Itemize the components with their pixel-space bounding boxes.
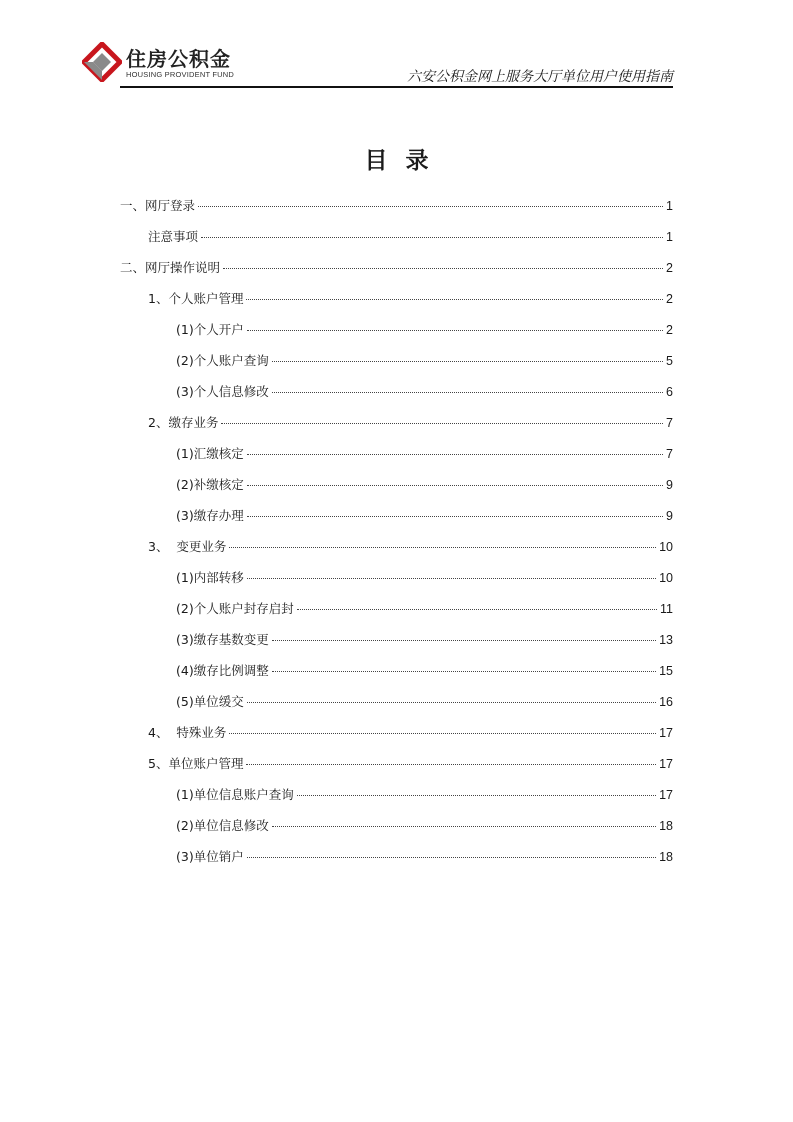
toc-entry-label: (2)单位信息修改 <box>176 818 269 833</box>
toc-leader-dots <box>247 856 656 858</box>
toc-entry-page: 2 <box>666 323 673 337</box>
toc-entry-label: (2)个人账户封存启封 <box>176 601 294 616</box>
toc-entry-label: (2)补缴核定 <box>176 477 244 492</box>
toc-entry[interactable] <box>120 258 673 278</box>
toc-leader-dots <box>247 329 663 331</box>
header-divider <box>120 86 673 88</box>
toc-entry-page: 17 <box>659 726 673 740</box>
toc-entry-page: 10 <box>659 540 673 554</box>
document-title: 六安公积金网上服务大厅单位用户使用指南 <box>407 69 673 85</box>
toc-entry[interactable] <box>148 754 673 774</box>
page-header <box>0 0 793 92</box>
toc-entry-page: 1 <box>666 199 673 213</box>
toc-entry-label: (4)缴存比例调整 <box>176 663 269 678</box>
toc-entry-page: 7 <box>666 416 673 430</box>
toc-entry[interactable] <box>148 227 673 247</box>
logo-chinese-text: 住房公积金 <box>126 47 231 71</box>
toc-entry-page: 2 <box>666 292 673 306</box>
toc-entry[interactable] <box>176 320 673 340</box>
toc-entry-page: 17 <box>659 757 673 771</box>
toc-entry-label: (3)单位销户 <box>176 849 244 864</box>
toc-entry[interactable] <box>176 630 673 650</box>
toc-entry-page: 18 <box>659 819 673 833</box>
toc-leader-dots <box>247 515 663 517</box>
toc-entry[interactable] <box>148 723 673 743</box>
toc-entry[interactable] <box>176 847 673 867</box>
toc-leader-dots <box>229 732 656 734</box>
toc-leader-dots <box>297 794 656 796</box>
toc-entry-label: (3)缴存基数变更 <box>176 632 269 647</box>
toc-entry-label: (3)缴存办理 <box>176 508 244 523</box>
toc-entry-label: 5、单位账户管理 <box>148 756 244 771</box>
toc-leader-dots <box>201 236 663 238</box>
toc-entry-label: (2)个人账户查询 <box>176 353 269 368</box>
toc-entry[interactable] <box>176 661 673 681</box>
toc-entry[interactable] <box>176 382 673 402</box>
toc-entry[interactable] <box>176 351 673 371</box>
toc-entry[interactable] <box>148 413 673 433</box>
logo-english-text: HOUSING PROVIDENT FUND <box>126 70 235 79</box>
toc-entry-page: 15 <box>659 664 673 678</box>
toc-leader-dots <box>229 546 656 548</box>
toc-entry-page: 11 <box>660 602 673 616</box>
toc-entry-label: (5)单位缓交 <box>176 694 244 709</box>
toc-entry-label: 注意事项 <box>148 229 199 244</box>
toc-entry[interactable] <box>176 692 673 712</box>
toc-entry-label: 2、缴存业务 <box>148 415 219 430</box>
toc-entry-page: 18 <box>659 850 673 864</box>
toc-entry-label: 1、个人账户管理 <box>148 291 244 306</box>
housing-fund-logo-icon <box>82 42 122 82</box>
toc-entry-page: 17 <box>659 788 673 802</box>
toc-entry-page: 16 <box>659 695 673 709</box>
toc-leader-dots <box>247 484 663 486</box>
toc-entry-label: 二、网厅操作说明 <box>120 260 221 275</box>
toc-entry[interactable] <box>176 816 673 836</box>
toc-entry-page: 5 <box>666 354 673 368</box>
toc-entry[interactable] <box>176 475 673 495</box>
toc-entry-page: 6 <box>666 385 673 399</box>
toc-entry-page: 9 <box>666 478 673 492</box>
toc-entry[interactable] <box>148 289 673 309</box>
toc-entry-label: (1)单位信息账户查询 <box>176 787 294 802</box>
toc-leader-dots <box>272 391 663 393</box>
toc-leader-dots <box>272 360 663 362</box>
toc-leader-dots <box>246 763 656 765</box>
toc-leader-dots <box>223 267 663 269</box>
toc-entry-label: 3、 变更业务 <box>148 539 227 554</box>
toc-entry-page: 1 <box>666 230 673 244</box>
toc-leader-dots <box>297 608 657 610</box>
toc-entry[interactable] <box>148 537 673 557</box>
toc-leader-dots <box>247 577 656 579</box>
toc-entry-label: (1)个人开户 <box>176 322 244 337</box>
toc-leader-dots <box>272 639 656 641</box>
toc-entry[interactable] <box>120 196 673 216</box>
toc-entry-label: (1)汇缴核定 <box>176 446 244 461</box>
toc-leader-dots <box>246 298 663 300</box>
toc-entry-label: (1)内部转移 <box>176 570 244 585</box>
toc-leader-dots <box>247 701 656 703</box>
toc-entry-label: 4、 特殊业务 <box>148 725 227 740</box>
toc-leader-dots <box>221 422 663 424</box>
toc-entry-page: 7 <box>666 447 673 461</box>
toc-heading: 目录 <box>364 148 447 174</box>
toc-entry[interactable] <box>176 599 673 619</box>
toc-entry-page: 13 <box>659 633 673 647</box>
toc-entry[interactable] <box>176 444 673 464</box>
toc-entry-label: 一、网厅登录 <box>120 198 196 213</box>
toc-leader-dots <box>272 825 656 827</box>
toc-leader-dots <box>247 453 663 455</box>
toc-entry[interactable] <box>176 568 673 588</box>
toc-leader-dots <box>272 670 656 672</box>
toc-entry-page: 10 <box>659 571 673 585</box>
toc-entry[interactable] <box>176 785 673 805</box>
toc-entry[interactable] <box>176 506 673 526</box>
toc-entry-page: 2 <box>666 261 673 275</box>
toc-entry-page: 9 <box>666 509 673 523</box>
toc-leader-dots <box>198 205 663 207</box>
toc-entry-label: (3)个人信息修改 <box>176 384 269 399</box>
